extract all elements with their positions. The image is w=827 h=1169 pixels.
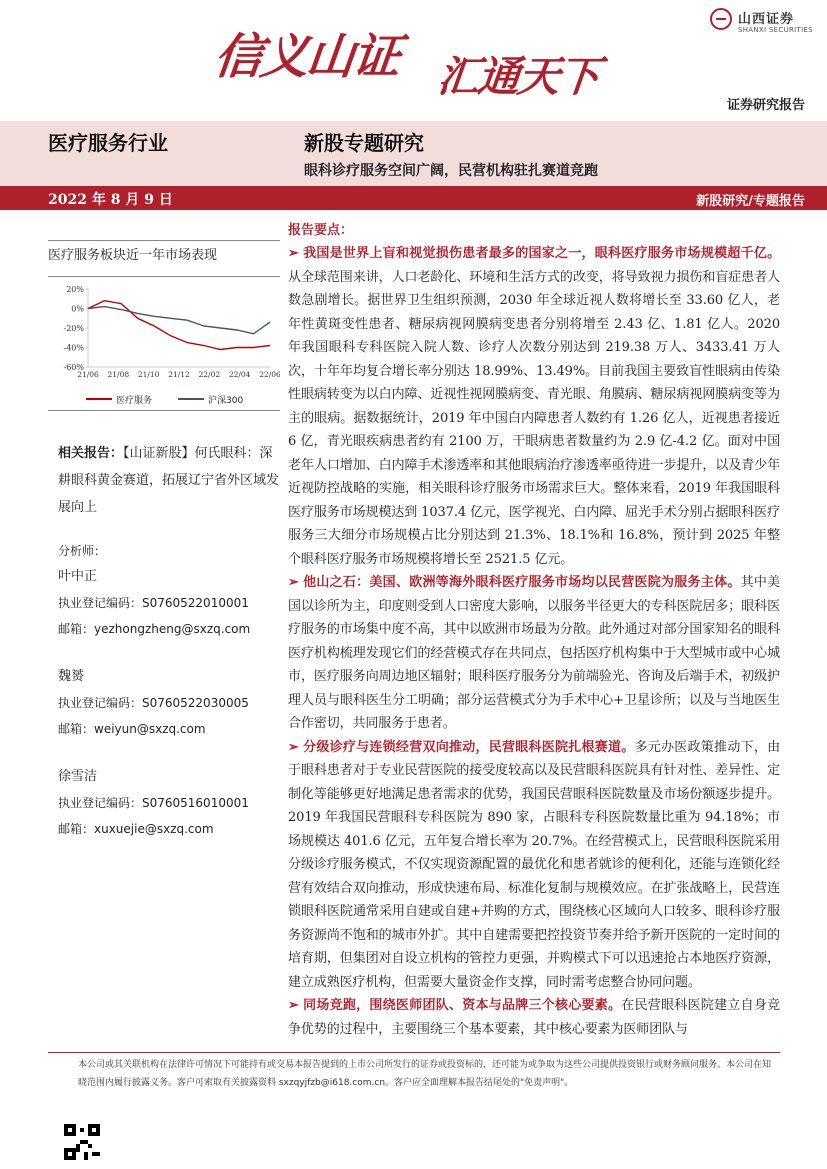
x-tick-label: 21/12 [168, 370, 190, 379]
point-headline: 我国是世界上盲和视觉损伤患者最多的国家之一，眼科医疗服务市场规模超千亿。 [302, 246, 780, 261]
x-tick-label: 22/06 [259, 370, 280, 379]
sidebar-rule [48, 240, 280, 241]
point-text: 其中美国以诊所为主，印度则受到人口密度大影响，以服务半径更大的专科医院居多；眼科医疗服务的市场集中度不高，其中以欧洲市场最为分散。此外通过对部分国家知名的眼科医疗机构梳理发现它们的经营模式存在共同点，包括医疗机构集中于大型城市或中心城市，医疗服务向周边地区辐射；眼科医疗服务分为前端验光、咨询及后端手术，初级护理人员与眼科医生分工明确；部分运营模式分为手术中心+卫星诊所；以及与当地医生合作密切，共同服务于患者。 [288, 575, 781, 731]
point-text: 在民营眼科医院建立自身竞争优势的过程中，主要围绕三个基本要素，其中核心要素为医师团队与 [288, 998, 780, 1037]
analyst-email[interactable]: 邮箱：yezhongzheng@sxzq.com [58, 622, 251, 636]
brand-name: 山西证券 [738, 12, 795, 27]
point-text: 多元办医政策推动下，由于眼科患者对于专业民营医院的接受度较高以及民营眼科医院具有针对性、差异性、定制化等能够更好地满足患者需求的优势，我国民营眼科医院数量及市场份额逐步提升。2019 年我国民营眼科专科医院为 890 家，占眼科专科医院数量比重为 94.18%；市场规模达 401.6 亿元，五年复合增长率为 20.7%。在经营模式上，民营眼科医院采用分级诊疗服务模式，不仅实现资源配置的最优化和患者就诊的便利化，还能与连锁化经营有效结合双向推动，形成快速布局、标准化复制与规模效应。在扩张战略上，民营连锁眼科医院通常采用自建或自建+并购的方式，围绕核心区域向人口较多、眼科诊疗服务资源尚不饱和的城市外扩。其中自建需要把控投资节奏并给予新开医院的一定时间的培育期，但集团对自设立机构的管控力更强，并购模式下可以迅速抢占本地医疗资源，建立成熟医疗机构，但需要大量资金作支撑，同时需考虑整合协同问题。 [288, 739, 780, 990]
industry-title: 医疗服务行业 [48, 131, 168, 155]
report-highlights [288, 219, 780, 1041]
arrow-icon: ➢ [288, 998, 299, 1013]
arrow-icon: ➢ [288, 739, 299, 755]
analyst-email[interactable]: 邮箱：weiyun@sxzq.com [58, 722, 206, 736]
analyst-2 [58, 666, 249, 740]
analyst-label: 分析师： [58, 544, 107, 558]
y-tick-label: -40% [63, 343, 84, 353]
footer-rule [48, 1052, 780, 1053]
legend-label: 医疗服务 [116, 396, 153, 406]
analyst-name: 魏赟 [58, 669, 85, 684]
qr-code-icon [64, 1124, 100, 1160]
related-report-link[interactable]: 【山证新股】何氏眼科：深耕眼科黄金赛道，拓展辽宁省外区域发展向上 [58, 446, 280, 515]
highlight-point [288, 736, 780, 995]
analyst-name: 叶中正 [58, 569, 98, 584]
x-tick-label: 22/02 [198, 370, 221, 379]
brand-logo [710, 6, 820, 40]
analyst-reg: 执业登记编码：S0760522010001 [58, 596, 249, 610]
x-tick-label: 21/10 [137, 370, 160, 379]
y-tick-label: 0% [71, 304, 84, 314]
chart-svg [48, 277, 280, 410]
x-tick-label: 21/08 [107, 370, 130, 379]
analyst-1 [58, 566, 250, 640]
related-reports [58, 440, 280, 521]
legend-label: 沪深300 [208, 396, 244, 406]
highlight-point [288, 571, 780, 736]
highlight-point [288, 242, 780, 571]
chart-title: 医疗服务板块近一年市场表现 [48, 248, 218, 263]
market-chart [48, 276, 280, 411]
point-text: 从全球范围来讲，人口老龄化、环境和生活方式的改变，将导致视力损伤和盲症患者人数急剧增长。据世界卫生组织预测，2030 年全球近视人数将增长至 33.60 亿人，老年性黄斑变性患者、糖尿病视网膜病变患者分别将增至 2.43 亿、1.81 亿人。2020 年我国眼科专科医院入院人数、诊疗人次数分别达到 219.38 万人、3433.41 万人次，十年年均复合增长率分别达 18.99%、13.49%。目前我国主要致盲性眼病由传染性眼病转变为以白内障、近视性视网膜病变、青光眼、角膜病、糖尿病视网膜病变等为主的眼病。据数据统计，2019 年中国白内障患者人数约有 1.26 亿人，近视患者接近 6 亿，青光眼疾病患者约有 2100 万，干眼病患者数量约为 2.9 亿-4.2 亿。面对中国老年人口增加、白内障手术渗透率和其他眼病治疗渗透率亟待进一步提升，以及青少年近视防控战略的实施，相关眼科诊疗服务市场需求巨大。整体来看，2019 年我国眼科医疗服务市场规模达到 1037.4 亿元，医学视光、白内障、屈光手术分别占据眼科医疗服务三大细分市场规模占比分别达到 21.3%、18.1%和 16.8%，预计到 2025 年整个眼科医疗服务市场规模将增长至 2521.5 亿元。 [288, 269, 780, 567]
brand-mark-icon [710, 8, 732, 30]
x-tick-label: 22/04 [228, 370, 251, 379]
arrow-icon: ➢ [288, 246, 299, 261]
series-line-1 [88, 307, 270, 334]
x-tick-label: 21/06 [77, 370, 99, 379]
topic-title: 新股专题研究 [304, 131, 424, 155]
slogan-part2: 汇通天下 [435, 52, 601, 101]
analyst-reg: 执业登记编码：S0760516010001 [58, 796, 249, 810]
report-category: 新股研究/专题报告 [696, 194, 805, 209]
highlights-heading: 报告要点： [288, 223, 354, 238]
report-date: 2022 年 8 月 9 日 [48, 192, 173, 208]
disclaimer: 本公司或其关联机构在法律许可情况下可能持有或交易本报告提到的上市公司所发行的证券或投资标的，还可能为或争取为这些公司提供投资银行或财务顾问服务。本公司在知晓范围内履行披露义务。客户可索取有关披露资料 sxzqyjfzb@i618.com.cn。客户应全面理解本报告结尾处的"免责声明"。 [78, 1060, 772, 1088]
point-headline: 他山之石：美国、欧洲等海外眼科医疗服务市场均以民营医院为服务主体。 [302, 575, 741, 590]
arrow-icon: ➢ [288, 575, 299, 590]
analyst-name: 徐雪洁 [58, 769, 98, 784]
highlight-point [288, 994, 780, 1041]
y-tick-label: -60% [63, 363, 84, 372]
analyst-reg: 执业登记编码：S0760522030005 [58, 696, 249, 710]
brand-name-en: SHANXI SECURITIES [738, 26, 813, 34]
analyst-3 [58, 766, 249, 840]
point-headline: 同场竞跑，围绕医师团队、资本与品牌三个核心要素。 [302, 998, 622, 1013]
y-tick-label: 20% [66, 285, 84, 294]
y-tick-label: -20% [63, 324, 84, 333]
report-type: 证券研究报告 [726, 98, 805, 113]
point-headline: 分级诊疗与连锁经营双向推动，民营眼科医院扎根赛道。 [302, 739, 635, 755]
slogan-part1: 信义山证 [211, 29, 402, 85]
analyst-email[interactable]: 邮箱：xuxuejie@sxzq.com [58, 822, 214, 836]
related-label: 相关报告： [58, 446, 124, 461]
report-subtitle: 眼科诊疗服务空间广阔，民营机构驻扎赛道竞跑 [304, 163, 598, 179]
